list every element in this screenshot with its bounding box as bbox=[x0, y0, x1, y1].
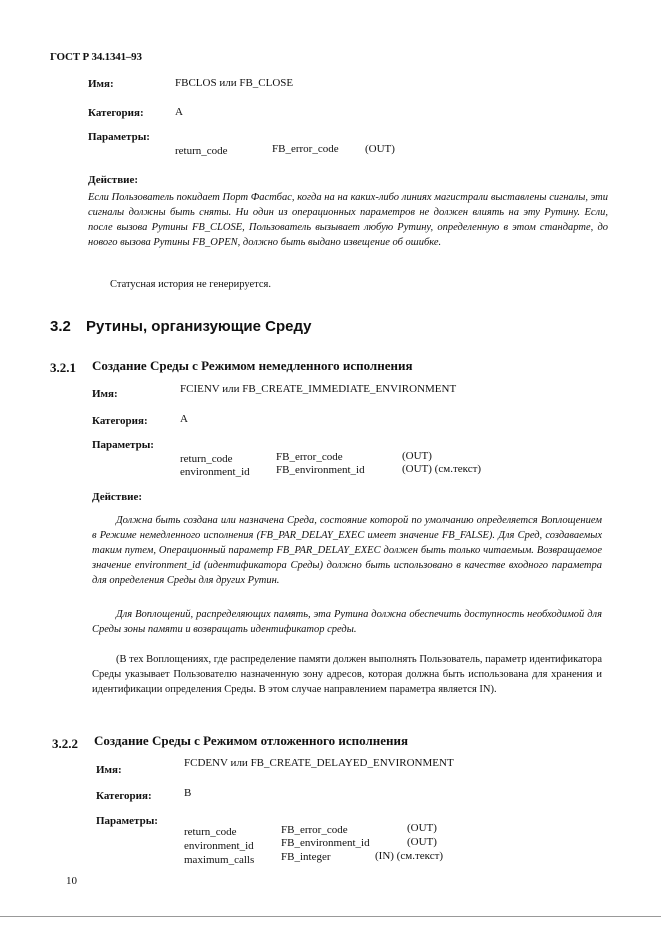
subsection-number: 3.2.2 bbox=[52, 736, 78, 751]
param-type: FB_error_code bbox=[272, 143, 339, 155]
param-type: FB_integer bbox=[281, 851, 331, 863]
category-value: A bbox=[175, 106, 183, 118]
section-number: 3.2 bbox=[50, 318, 71, 335]
subsection-title: Создание Среды с Режимом немедленного исполнения bbox=[92, 358, 413, 373]
name-label: Имя: bbox=[96, 764, 122, 776]
doc-header: ГОСТ Р 34.1341–93 bbox=[50, 51, 142, 63]
param-name: return_code bbox=[184, 826, 237, 838]
action-label: Действие: bbox=[88, 174, 139, 186]
param-type: FB_environment_id bbox=[281, 837, 370, 849]
param-direction: (OUT) bbox=[407, 822, 437, 834]
param-direction: (OUT) bbox=[402, 450, 432, 462]
param-name: return_code bbox=[180, 453, 233, 465]
param-direction: (OUT) (см.текст) bbox=[402, 463, 482, 475]
category-label: Категория: bbox=[88, 107, 144, 119]
category-label: Категория: bbox=[96, 790, 152, 802]
action-label: Действие: bbox=[92, 491, 143, 503]
param-type: FB_environment_id bbox=[276, 464, 365, 476]
param-direction: (IN) (см.текст) bbox=[375, 850, 444, 862]
page-number: 10 bbox=[66, 875, 77, 887]
category-value: A bbox=[180, 413, 188, 425]
paragraph: Для Воплощений, распределяющих память, эта Рутина должна обеспечить доступность необходимой для Среды зоны памяти и возвращать идентификатор среды. bbox=[92, 609, 602, 635]
name-value: FBCLOS или FB_CLOSE bbox=[175, 77, 294, 89]
param-name: environment_id bbox=[180, 466, 250, 478]
page-bottom-rule bbox=[0, 916, 661, 917]
param-direction: (OUT) bbox=[407, 836, 437, 848]
param-type: FB_error_code bbox=[281, 824, 348, 836]
name-value: FCIENV или FB_CREATE_IMMEDIATE_ENVIRONMENT bbox=[180, 383, 457, 395]
name-label: Имя: bbox=[88, 78, 114, 90]
params-label: Параметры: bbox=[88, 131, 150, 143]
paragraph: (В тех Воплощениях, где распределение памяти должен выполнять Пользователь, параметр идентификатора Среды указывает Пользователю назначенную зону адресов, которая должна быть использована для хранения и идентификации определения Среды. В этом случае направлением параметра является IN). bbox=[92, 654, 603, 695]
subsection-title: Создание Среды с Режимом отложенного исполнения bbox=[94, 733, 409, 748]
category-label: Категория: bbox=[92, 415, 148, 427]
section-title: Рутины, организующие Среду bbox=[86, 318, 312, 335]
params-label: Параметры: bbox=[92, 439, 154, 451]
paragraph: Должна быть создана или назначена Среда, состояние которой по умолчанию определяется Воплощением в Режиме немедленного исполнения (FB_PAR_DELAY_EXEC имеет значение FB_FALSE). Для Сред, создаваемых таким путем, Операционный параметр FB_PAR_DELAY_EXEC должен быть только читаемым. Возвращаемое значение environment_id (идентификатора Среды) должно быть использовано в качестве входного параметра для определения Среды для других Рутин. bbox=[92, 515, 602, 586]
param-name: environment_id bbox=[184, 840, 254, 852]
category-value: B bbox=[184, 787, 192, 799]
param-direction: (OUT) bbox=[365, 143, 395, 155]
name-label: Имя: bbox=[92, 388, 118, 400]
params-label: Параметры: bbox=[96, 815, 158, 827]
subsection-number: 3.2.1 bbox=[50, 360, 76, 375]
name-value: FCDENV или FB_CREATE_DELAYED_ENVIRONMENT bbox=[184, 757, 454, 769]
action-text: Если Пользователь покидает Порт Фастбас, когда на на каких-либо линиях магистрали выставлены сигналы, эти сигналы должны быть сняты. Ни один из операционных параметров не должен влиять на эту Рутину. Если, после вызова Рутины FB_CLOSE, Пользователь вызывает любую Рутину, определенную в этом стандарте, до нового вызова Рутины FB_OPEN, должно быть выдано извещение об ошибке. bbox=[88, 192, 608, 248]
param-name: return_code bbox=[175, 145, 228, 157]
param-type: FB_error_code bbox=[276, 451, 343, 463]
param-name: maximum_calls bbox=[184, 854, 255, 866]
status-text: Статусная история не генерируется. bbox=[110, 279, 271, 290]
